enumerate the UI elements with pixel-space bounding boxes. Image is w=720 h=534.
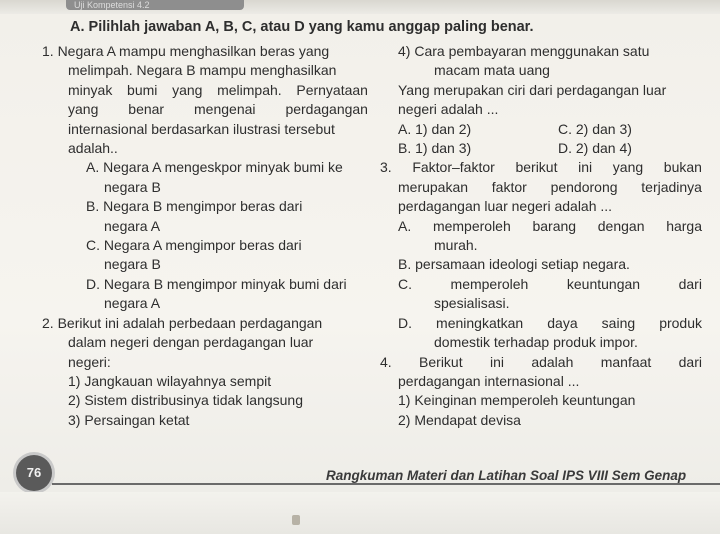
instruction-heading: A. Pilihlah jawaban A, B, C, atau D yang kamu anggap paling benar. <box>70 19 534 35</box>
text-line: perdagangan luar negeri adalah ... <box>398 198 613 215</box>
text-line: minyak bumi yang melimpah. Pernyataan <box>68 81 368 98</box>
text-line: C. Negara A mengimpor beras dari <box>86 237 302 254</box>
text-line: C. memperoleh keuntungan dari <box>398 275 702 292</box>
right-column <box>380 42 702 430</box>
text-line: negeri adalah ... <box>398 101 499 118</box>
text-line: A. memperoleh barang dengan harga <box>398 217 702 234</box>
text-line: 4) Cara pembayaran menggunakan satu <box>398 43 650 59</box>
answer-options-row <box>380 120 702 139</box>
text-line: domestik terhadap produk impor. <box>434 334 638 351</box>
answer-option: B. 1) dan 3) <box>398 140 472 157</box>
text-line: negeri: <box>68 353 111 370</box>
text-line: 2) Sistem distribusinya tidak langsung <box>68 392 304 409</box>
text-line: melimpah. Negara B mampu menghasilkan <box>68 62 337 79</box>
footer-rule <box>52 483 720 485</box>
text-line: 1) Keinginan memperoleh keuntungan <box>398 392 636 409</box>
text-line: perdagangan internasional ... <box>398 372 580 389</box>
answer-option: C. 2) dan 3) <box>558 120 632 137</box>
text-line: 2) Mendapat devisa <box>398 411 521 428</box>
page-number: 76 <box>16 455 52 491</box>
page-bottom-margin <box>0 492 720 534</box>
text-line: B. Negara B mengimpor beras dari <box>86 198 303 215</box>
text-line: dalam negeri dengan perdagangan luar <box>68 334 314 351</box>
text-line: A. Negara A mengeskpor minyak bumi ke <box>86 159 343 176</box>
paper-speck <box>292 515 300 525</box>
text-line: Yang merupakan ciri dari perdagangan luar <box>398 81 667 98</box>
left-column <box>42 42 368 430</box>
answer-options-row <box>380 139 702 158</box>
text-line: 3) Persaingan ketat <box>68 411 190 428</box>
text-line: spesialisasi. <box>434 295 510 312</box>
text-line: D. meningkatkan daya saing produk <box>398 314 702 331</box>
text-line: 1) Jangkauan wilayahnya sempit <box>68 372 272 389</box>
text-line: D. Negara B mengimpor minyak bumi dari <box>86 275 347 292</box>
text-line: 3. Faktor–faktor berikut ini yang bukan <box>380 159 702 176</box>
text-line: negara B <box>104 256 161 273</box>
text-line: macam mata uang <box>434 62 550 79</box>
section-tab: Uji Kompetensi 4.2 <box>66 0 244 10</box>
text-line: 2. Berikut ini adalah perbedaan perdagangan <box>42 314 323 331</box>
text-line: 4. Berikut ini adalah manfaat dari <box>380 353 702 370</box>
text-line: 1. Negara A mampu menghasilkan beras yang <box>42 43 330 59</box>
text-line: yang benar mengenai perdagangan <box>68 101 368 118</box>
text-line: internasional berdasarkan ilustrasi tersebut <box>68 120 335 137</box>
text-line: negara A <box>104 217 161 234</box>
answer-option: A. 1) dan 2) <box>398 120 472 137</box>
text-line: adalah.. <box>68 140 118 157</box>
text-line: merupakan faktor pendorong terjadinya <box>398 178 702 195</box>
text-line: murah. <box>434 237 478 254</box>
text-line: negara A <box>104 295 161 312</box>
text-line: negara B <box>104 178 161 195</box>
text-line: B. persamaan ideologi setiap negara. <box>398 256 630 273</box>
book-title: Rangkuman Materi dan Latihan Soal IPS VIII Sem Genap <box>326 468 687 483</box>
answer-option: D. 2) dan 4) <box>558 140 632 157</box>
